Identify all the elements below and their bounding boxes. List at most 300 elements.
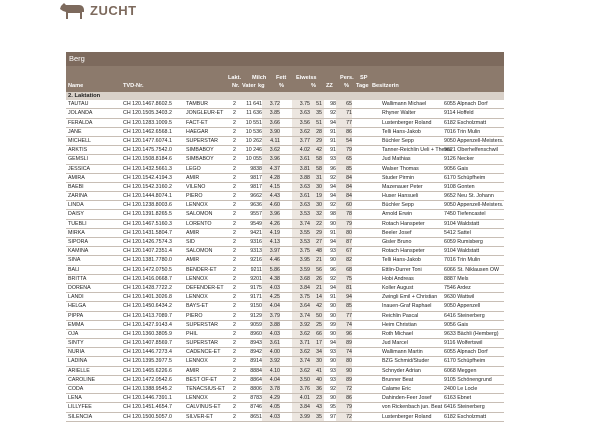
cell-bes: Beeler Josef: [382, 229, 412, 236]
cell-fett: 3.62: [269, 147, 280, 154]
cell-milch: 8914: [250, 358, 262, 365]
cell-name: ZARINA: [68, 193, 88, 200]
section-title: Berg: [66, 52, 504, 66]
cell-zz: 96: [330, 266, 336, 273]
cell-vater: JONGLEUR-ET: [186, 110, 224, 117]
brand-title: ZUCHT: [90, 3, 137, 18]
cell-milch: 9175: [250, 284, 262, 291]
cell-name: BALI: [68, 266, 80, 273]
cell-tvd: CH 120.1381.7780.0: [123, 257, 172, 264]
cell-fett: 4.04: [269, 376, 280, 383]
cell-pers: 86: [346, 128, 352, 135]
cell-bes: Tanner-Reichlin Ueli + Theres: [382, 147, 452, 154]
cell-lakt: 2: [233, 110, 236, 117]
table-row: [66, 210, 504, 219]
header-sp-top: SP: [360, 75, 368, 81]
cell-eiw: 3.84: [299, 284, 310, 291]
cell-milch: 8864: [250, 376, 262, 383]
cell-pers: 90: [346, 367, 352, 374]
cell-eiw: 3.84: [299, 404, 310, 411]
cell-zz: 90: [330, 330, 336, 337]
cell-tvd: CH 120.1428.7722.2: [123, 284, 172, 291]
cell-vater: LENNOX: [186, 202, 208, 209]
cell-bes: Büchler Sepp: [382, 137, 414, 144]
table-row: [66, 348, 504, 357]
cell-lakt: 2: [233, 147, 236, 154]
cell-milch: 9150: [250, 303, 262, 310]
table-row: [66, 339, 504, 348]
cell-zz: 90: [330, 220, 336, 227]
cell-milch: 9216: [250, 257, 262, 264]
cell-lakt: 2: [233, 193, 236, 200]
header-eiw-top: Eiweiss: [296, 75, 317, 81]
cell-zz: 98: [330, 101, 336, 108]
table-row: [66, 284, 504, 293]
cell-ort: 8887 Mels: [444, 275, 469, 282]
cell-fett: 3.88: [269, 321, 280, 328]
cell-milch: 10 536: [245, 128, 262, 135]
table-row: [66, 312, 504, 321]
cell-eiw-kg: 35: [316, 110, 322, 117]
cell-name: NURIA: [68, 349, 85, 356]
cell-bes: Rotach Hanspeter: [382, 220, 425, 227]
cell-lakt: 2: [233, 284, 236, 291]
cell-vater: LENNOX: [186, 395, 208, 402]
header-milch-bot: kg: [258, 83, 265, 89]
cell-milch: 10 246: [245, 147, 262, 154]
cell-fett: 4.28: [269, 174, 280, 181]
table-row: [66, 367, 504, 376]
cell-vater: PIERO: [186, 193, 203, 200]
cell-lakt: 2: [233, 239, 236, 245]
cell-pers: 84: [346, 174, 352, 181]
cell-zz: 92: [330, 386, 336, 392]
cell-zz: 90: [330, 395, 336, 402]
cell-eiw: 3.74: [299, 358, 310, 365]
cell-milch: 9817: [250, 174, 262, 181]
cell-fett: 4.15: [269, 183, 280, 190]
cell-lakt: 2: [233, 340, 236, 347]
cell-eiw: 3.61: [299, 156, 310, 163]
cell-eiw: 3.81: [299, 165, 310, 172]
header-zz: ZZ: [326, 83, 333, 89]
cell-name: JOLANDA: [68, 110, 93, 117]
cell-vater: AMIR: [186, 367, 200, 374]
cell-eiw: 3.75: [299, 248, 310, 255]
cell-ort: 9621 Oberhelfenschwil: [444, 147, 498, 154]
cell-eiw: 3.75: [299, 294, 310, 301]
cell-milch: 9838: [250, 165, 262, 172]
cell-vater: AMIR: [186, 229, 200, 236]
table-row: [66, 293, 504, 302]
cell-fett: 5.86: [269, 266, 280, 273]
cell-fett: 3.78: [269, 386, 280, 392]
cell-zz: 93: [330, 349, 336, 356]
cell-eiw-kg: 30: [316, 358, 322, 365]
cell-eiw: 3.59: [299, 266, 310, 273]
cell-lakt: 2: [233, 156, 236, 163]
cell-ort: 7016 Trin Mulin: [444, 128, 481, 135]
cell-zz: 98: [330, 211, 336, 218]
cell-milch: 8746: [250, 404, 262, 411]
cell-name: EMMA: [68, 321, 84, 328]
cell-ort: 6416 Steinerberg: [444, 404, 485, 411]
cell-fett: 4.13: [269, 239, 280, 245]
cell-tvd: CH 120.1542.4194.3: [123, 174, 172, 181]
cell-zz: 96: [330, 165, 336, 172]
cell-tvd: CH 120.1432.5661.3: [123, 165, 172, 172]
cell-lakt: 2: [233, 229, 236, 236]
cell-ort: 9056 Gais: [444, 165, 469, 172]
cell-ort: 9105 Schönengrund: [444, 376, 492, 383]
cell-eiw: 3.95: [299, 257, 310, 264]
cell-zz: 99: [330, 321, 336, 328]
cell-eiw-kg: 19: [316, 193, 322, 200]
cell-name: ARIELLE: [68, 367, 90, 374]
cell-vater: TENACSIUS-ET: [186, 386, 225, 392]
cell-lakt: 2: [233, 220, 236, 227]
table-row: [66, 302, 504, 311]
cell-zz: 93: [330, 156, 336, 163]
cell-ort: 6163 Ebnet: [444, 395, 472, 402]
cell-lakt: 2: [233, 266, 236, 273]
cell-eiw: 3.50: [299, 376, 310, 383]
cell-pers: 71: [346, 110, 352, 117]
header-sp-bot: Tage: [356, 83, 369, 89]
table-row: [66, 256, 504, 265]
cell-lakt: 2: [233, 119, 236, 126]
cell-eiw-kg: 48: [316, 248, 322, 255]
cell-tvd: CH 120.1413.7089.7: [123, 312, 172, 319]
cell-vater: SALOMON: [186, 248, 213, 255]
cell-fett: 4.10: [269, 367, 280, 374]
cell-lakt: 2: [233, 165, 236, 172]
cell-name: BAEBI: [68, 183, 84, 190]
cell-eiw: 4.02: [299, 147, 310, 154]
cell-ort: 6055 Alpnach Dorf: [444, 349, 488, 356]
cell-ort: 9633 Bächli (Hemberg): [444, 330, 499, 337]
cell-pers: 74: [346, 321, 352, 328]
cell-eiw: 3.63: [299, 183, 310, 190]
cell-tvd: CH 120.1472.0750.5: [123, 266, 172, 273]
cell-bes: Mazenauer Peter: [382, 183, 423, 190]
cell-ort: 7450 Tiefencastel: [444, 211, 486, 218]
cell-zz: 90: [330, 257, 336, 264]
cell-vater: LENNOX: [186, 358, 208, 365]
cell-name: LADINA: [68, 358, 88, 365]
cell-lakt: 2: [233, 395, 236, 402]
cell-eiw-kg: 42: [316, 147, 322, 154]
cell-fett: 4.00: [269, 349, 280, 356]
cell-eiw-kg: 26: [316, 275, 322, 282]
header-fett-bot: %: [279, 83, 284, 89]
cell-bes: Wallimann Michael: [382, 101, 427, 108]
table-row: [66, 247, 504, 256]
header-tvd: TVD-Nr.: [123, 83, 144, 89]
cell-eiw-kg: 30: [316, 202, 322, 209]
cell-lakt: 2: [233, 376, 236, 383]
cell-milch: 10 055: [245, 156, 262, 163]
cell-ort: 9630 Wattwil: [444, 294, 475, 301]
cell-milch: 9636: [250, 202, 262, 209]
cell-bes: Huser Hansueli: [382, 193, 419, 200]
cell-name: SINA: [68, 257, 81, 264]
cell-eiw-kg: 51: [316, 119, 322, 126]
cell-fett: 3.96: [269, 211, 280, 218]
cell-zz: 92: [330, 110, 336, 117]
cell-pers: 96: [346, 330, 352, 337]
table-row: [66, 321, 504, 330]
cell-eiw-kg: 23: [316, 395, 322, 402]
cell-lakt: 2: [233, 101, 236, 108]
cell-bes: von Rickenbach jun. Beat: [382, 404, 443, 411]
cell-fett: 4.19: [269, 229, 280, 236]
cell-zz: 92: [330, 202, 336, 209]
cell-pers: 54: [346, 137, 352, 144]
cell-milch: 9129: [250, 312, 262, 319]
cell-ort: 9126 Necker: [444, 156, 475, 163]
cell-bes: Lustenberger Roland: [382, 413, 432, 420]
cell-eiw-kg: 14: [316, 294, 322, 301]
cell-lakt: 2: [233, 202, 236, 209]
cell-pers: 74: [346, 349, 352, 356]
cell-pers: 87: [346, 239, 352, 245]
table-row: [66, 201, 504, 210]
cell-bes: Schnyder Adrian: [382, 367, 421, 374]
cell-tvd: CH 120.1450.6434.2: [123, 303, 172, 310]
table-row: [66, 403, 504, 412]
cell-eiw-kg: 50: [316, 312, 322, 319]
cell-eiw-kg: 21: [316, 257, 322, 264]
cell-fett: 4.04: [269, 303, 280, 310]
table-row: [66, 119, 504, 128]
cell-fett: 3.97: [269, 248, 280, 255]
cell-zz: 93: [330, 367, 336, 374]
cell-eiw: 3.53: [299, 239, 310, 245]
cell-vater: PIERO: [186, 312, 203, 319]
cell-milch: 11 636: [246, 110, 262, 117]
table-body: [66, 100, 504, 422]
cell-eiw-kg: 25: [316, 321, 322, 328]
cell-tvd: CH 120.1407.8569.7: [123, 340, 172, 347]
cell-ort: 6170 Schüpfheim: [444, 174, 486, 181]
cell-fett: 3.96: [269, 156, 280, 163]
cell-vater: LENNOX: [186, 294, 208, 301]
cell-name: TAUTAU: [68, 101, 89, 108]
cell-tvd: CH 120.1500.5057.0: [123, 413, 172, 420]
cell-bes: Roth Michael: [382, 330, 413, 337]
cell-zz: 94: [330, 340, 336, 347]
cell-bes: Zwingli Emil + Christian: [382, 294, 438, 301]
cell-vater: CALVINUS-ET: [186, 404, 221, 411]
cell-zz: 91: [330, 294, 336, 301]
cell-zz: 94: [330, 193, 336, 200]
cell-fett: 3.92: [269, 358, 280, 365]
cell-pers: 89: [346, 376, 352, 383]
table-row: [66, 128, 504, 137]
cell-tvd: CH 120.1431.5804.7: [123, 229, 172, 236]
cell-fett: 3.72: [269, 101, 280, 108]
cell-eiw: 3.64: [299, 303, 310, 310]
cell-eiw: 3.92: [299, 321, 310, 328]
cell-vater: SID: [186, 239, 195, 245]
cell-zz: 91: [330, 147, 336, 154]
cell-pers: 72: [346, 386, 352, 392]
cell-vater: PHIL: [186, 330, 198, 337]
cell-milch: 8884: [250, 367, 262, 374]
cell-lakt: 2: [233, 128, 236, 135]
cell-bes: Inauen-Graf Raphael: [382, 303, 432, 310]
cell-name: AMIRA: [68, 174, 85, 181]
header-pers-top: Pers.: [340, 75, 354, 81]
cell-lakt: 2: [233, 303, 236, 310]
cell-fett: 4.60: [269, 202, 280, 209]
cell-pers: 81: [346, 284, 352, 291]
cell-lakt: 2: [233, 413, 236, 420]
cell-milch: 8783: [250, 395, 262, 402]
results-table: [66, 52, 504, 422]
cell-bes: Arnold Erwin: [382, 211, 413, 218]
cell-lakt: 2: [233, 275, 236, 282]
cell-pers: 85: [346, 165, 352, 172]
cell-pers: 79: [346, 220, 352, 227]
cell-name: BRITTA: [68, 275, 87, 282]
cell-lakt: 2: [233, 183, 236, 190]
cell-tvd: CH 120.1446.7273.4: [123, 349, 172, 356]
cell-milch: 9313: [250, 248, 262, 255]
cell-milch: 8651: [250, 413, 262, 420]
cell-ort: 7016 Trin Mulin: [444, 257, 481, 264]
cell-eiw-kg: 17: [316, 340, 322, 347]
cell-zz: 95: [330, 404, 336, 411]
cow-icon: [58, 0, 86, 20]
cell-pers: 67: [346, 248, 352, 255]
cell-vater: LORENTO: [186, 220, 212, 227]
table-row: [66, 100, 504, 109]
cell-zz: 97: [330, 413, 336, 420]
cell-tvd: CH 120.1426.7574.3: [123, 239, 172, 245]
cell-pers: 85: [346, 303, 352, 310]
cell-ort: 6068 Meggen: [444, 367, 477, 374]
cell-bes: Rotach Hanspeter: [382, 248, 425, 255]
cell-eiw-kg: 32: [316, 211, 322, 218]
cell-tvd: CH 120.1407.2351.4: [123, 248, 172, 255]
cell-name: JESSICA: [68, 165, 91, 172]
cell-fett: 3.85: [269, 110, 280, 117]
cell-vater: SUPERSTAR: [186, 137, 218, 144]
cell-ort: 9108 Gonten: [444, 183, 475, 190]
cell-eiw: 3.62: [299, 349, 310, 356]
cell-vater: CADENCE-ET: [186, 349, 221, 356]
cell-tvd: CH 120.1467.8602.5: [123, 101, 172, 108]
cell-tvd: CH 120.1446.7391.1: [123, 395, 172, 402]
table-row: [66, 192, 504, 201]
cell-tvd: CH 120.1388.9545.2: [123, 386, 172, 392]
cell-milch: 9316: [250, 239, 262, 245]
cell-eiw: 3.63: [299, 110, 310, 117]
cell-ort: 9056 Gais: [444, 321, 469, 328]
cell-fett: 4.26: [269, 220, 280, 227]
cell-eiw-kg: 22: [316, 220, 322, 227]
cell-eiw: 3.56: [299, 119, 310, 126]
cell-fett: 3.66: [269, 119, 280, 126]
cell-fett: 3.61: [269, 340, 280, 347]
cell-lakt: 2: [233, 404, 236, 411]
cell-eiw: 3.61: [299, 193, 310, 200]
cell-eiw: 3.75: [299, 101, 310, 108]
cell-tvd: CH 120.1283.1009.5: [123, 119, 172, 126]
cell-tvd: CH 120.1472.0542.6: [123, 376, 172, 383]
header-vater: Vater: [242, 83, 256, 89]
table-row: [66, 413, 504, 422]
cell-name: DAISY: [68, 211, 84, 218]
cell-bes: Ettlin-Durrer Toni: [382, 266, 422, 273]
header-lakt-bot: Nr.: [232, 83, 240, 89]
cell-pers: 65: [346, 101, 352, 108]
cell-ort: 9114 Hoffeld: [444, 110, 474, 117]
cell-milch: 9201: [250, 275, 262, 282]
cell-name: HELGA: [68, 303, 86, 310]
cell-vater: BEST OF-ET: [186, 376, 218, 383]
table-row: [66, 165, 504, 174]
cell-name: MIRKA: [68, 229, 85, 236]
cell-eiw-kg: 66: [316, 330, 322, 337]
cell-lakt: 2: [233, 321, 236, 328]
cell-eiw: 3.63: [299, 202, 310, 209]
cell-ort: 9050 Appenzell-Meisters.: [444, 202, 504, 209]
cell-tvd: CH 120.1542.3160.2: [123, 183, 172, 190]
cell-pers: 84: [346, 183, 352, 190]
cell-ort: 6170 Schüpfheim: [444, 358, 486, 365]
cell-vater: LEGO: [186, 165, 201, 172]
cell-milch: 8960: [250, 330, 262, 337]
cell-eiw-kg: 28: [316, 128, 322, 135]
cell-eiw-kg: 30: [316, 183, 322, 190]
table-row: [66, 376, 504, 385]
cell-name: CODA: [68, 386, 84, 392]
lactation-subheader: 2. Laktation: [66, 92, 504, 100]
cell-pers: 60: [346, 202, 352, 209]
header-besitzer: Besitzerin: [372, 83, 399, 89]
cell-eiw: 3.88: [299, 174, 310, 181]
cell-pers: 80: [346, 229, 352, 236]
cell-zz: 94: [330, 239, 336, 245]
header-name: Name: [68, 83, 84, 89]
cell-zz: 94: [330, 119, 336, 126]
cell-pers: 86: [346, 395, 352, 402]
cell-lakt: 2: [233, 312, 236, 319]
cell-lakt: 2: [233, 330, 236, 337]
cell-name: LENA: [68, 395, 82, 402]
cell-tvd: CH 120.1465.6226.6: [123, 367, 172, 374]
cell-bes: Calame Eric: [382, 386, 411, 392]
cell-eiw-kg: 56: [316, 266, 322, 273]
cell-bes: Büchler Sepp: [382, 202, 414, 209]
cell-ort: 6182 Escholzmatt: [444, 413, 487, 420]
cell-eiw-kg: 42: [316, 303, 322, 310]
cell-pers: 72: [346, 413, 352, 420]
cell-tvd: CH 120.1391.8265.5: [123, 211, 172, 218]
cell-milch: 9662: [250, 193, 262, 200]
cell-vater: SILVER-ET: [186, 413, 213, 420]
cell-eiw: 3.99: [299, 413, 310, 420]
cell-ort: 6055 Alpnach Dorf: [444, 101, 488, 108]
cell-pers: 79: [346, 404, 352, 411]
header-milch-top: Milch: [252, 75, 267, 81]
cell-vater: DEFENDER-ET: [186, 284, 224, 291]
cell-name: PIPPA: [68, 312, 84, 319]
cell-eiw-kg: 58: [316, 156, 322, 163]
